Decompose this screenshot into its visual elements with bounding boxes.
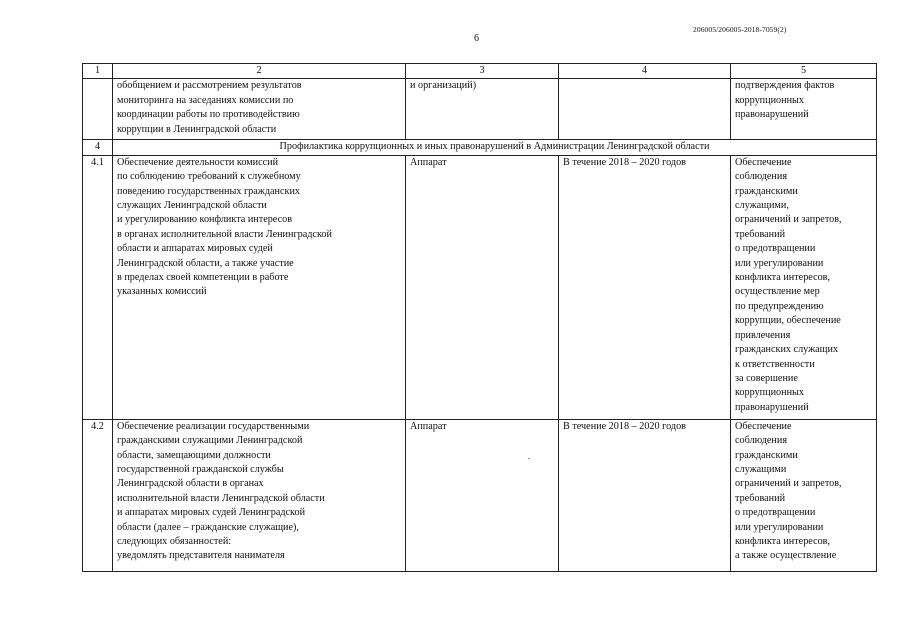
result-cell <box>731 155 877 419</box>
table-row <box>83 419 877 571</box>
column-number-1: 1 <box>83 64 113 79</box>
executor-cell <box>406 79 559 140</box>
executor-text: Аппарат <box>410 420 447 432</box>
deadline-cell <box>559 155 731 419</box>
deadline-cell <box>559 419 731 571</box>
section-row <box>83 140 877 155</box>
executor-text: и организаций) <box>410 80 477 92</box>
result-cell <box>731 419 877 571</box>
measures-table <box>82 63 877 572</box>
item-number: 4.1 <box>83 155 113 419</box>
deadline-cell <box>559 79 731 140</box>
column-number-4: 4 <box>559 64 731 79</box>
measure-text: Обеспечение реализации государственными гражданскими служащими Ленинградской области, замещающими должности государственной гражданской службы Ленинградской области в органах исполнительной власти Ленинградской области и аппаратах мировых судей Ленинградской области (далее – гражданские служащие), следующих обязанностей: уведомлять представителя нанимателя <box>117 420 325 562</box>
result-text: подтверждения фактов коррупционных правонарушений <box>735 80 835 121</box>
measure-cell <box>113 419 406 571</box>
executor-cell <box>406 155 559 419</box>
measure-text: обобщением и рассмотрением результатов мониторинга на заседаниях комиссии по координации работы по противодействию коррупции в Ленинградской области <box>117 80 302 135</box>
section-number: 4 <box>83 140 113 155</box>
result-text: Обеспечение соблюдения гражданскими служащими, ограничений и запретов, требований о предотвращении или урегулировании конфликта интересов, осуществление мер по предупреждению коррупции, обеспечение привлечения гражданских служащих к ответственности за совершение коррупционных правонарушений <box>735 156 842 413</box>
table-row <box>83 155 877 419</box>
table-row <box>83 79 877 140</box>
column-number-row <box>83 64 877 79</box>
page-number: 6 <box>474 33 479 44</box>
executor-text: Аппарат <box>410 156 447 168</box>
measure-cell <box>113 155 406 419</box>
row-number <box>83 79 113 140</box>
column-number-2: 2 <box>113 64 406 79</box>
document-code: 206005/206005-2018-7059(2) <box>693 25 787 34</box>
deadline-text: В течение 2018 – 2020 годов <box>563 156 686 168</box>
deadline-text: В течение 2018 – 2020 годов <box>563 420 686 432</box>
section-title: Профилактика коррупционных и иных правонарушений в Администрации Ленинградской области <box>113 140 877 155</box>
result-text: Обеспечение соблюдения гражданскими служащими ограничений и запретов, требований о предотвращении или урегулировании конфликта интересов, а также осуществление <box>735 420 842 562</box>
executor-cell <box>406 419 559 571</box>
result-cell <box>731 79 877 140</box>
measure-text: Обеспечение деятельности комиссий по соблюдению требований к служебному поведению государственных гражданских служащих Ленинградской области и урегулированию конфликта интересов в органах исполнительной власти Ленинградской области и аппаратах мировых судей Ленинградской области, а также участие в пределах своей компетенции в работе указанных комиссий <box>117 156 332 298</box>
column-number-3: 3 <box>406 64 559 79</box>
measure-cell <box>113 79 406 140</box>
column-number-5: 5 <box>731 64 877 79</box>
scan-speck <box>528 458 530 459</box>
item-number: 4.2 <box>83 419 113 571</box>
